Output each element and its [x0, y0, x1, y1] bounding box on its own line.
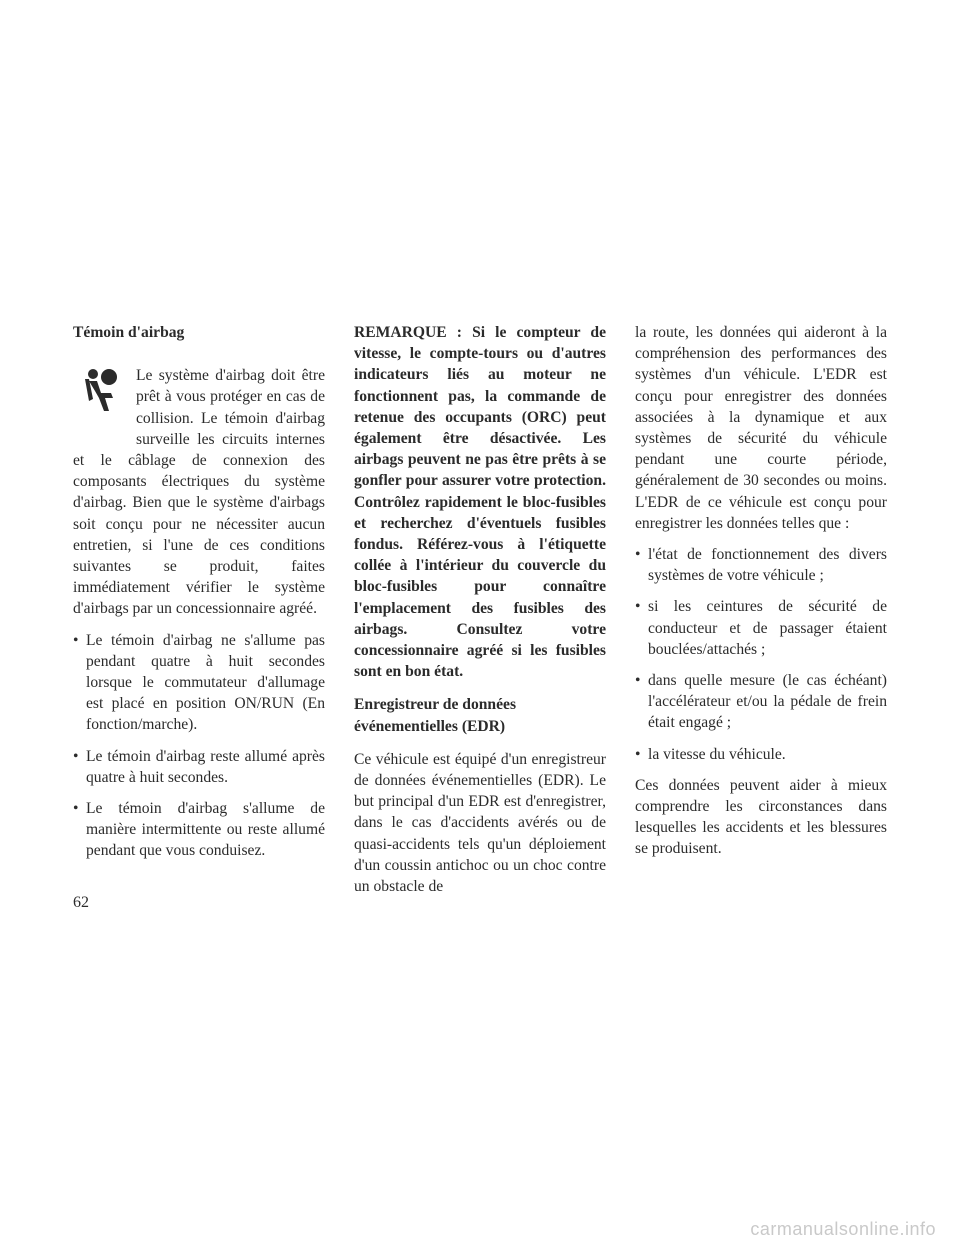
note-remarque: REMARQUE : Si le compteur de vitesse, le compte-tours ou d'autres indicateurs liés au moteur ne fonctionnent pas, la commande de retenue des occupants (ORC) peut également être désactivée. Les airbags peuvent ne pas être prêts à se gonfler pour assurer votre protection. Contrôlez rapidement le bloc-fusibles et recherchez d'éventuels fusibles fondus. Référez-vous à l'étiquette collée à l'intérieur du couvercle du bloc-fusibles pour connaître l'emplacement des fusibles des airbags. Consultez votre concessionnaire agréé si les fusibles sont en bon état.	[354, 324, 606, 681]
list-item	[635, 596, 887, 660]
airbag-intro-text: Le système d'airbag doit être prêt à vous protéger en cas de collision. Le témoin d'airbag surveille les circuits internes et le câblage de connexion des composants électriques du système d'airbag. Bien que le système d'airbags soit conçu pour ne nécessiter aucun entretien, si l'une de ces conditions suivantes se produit, faites immédiatement vérifier le système d'airbags par un concessionnaire agréé.	[73, 367, 325, 618]
section-heading-airbag-light: Témoin d'airbag	[73, 324, 185, 341]
page-number: 62	[73, 894, 89, 911]
list-item-text: l'état de fonctionnement des divers systèmes de votre véhicule ;	[648, 546, 887, 585]
bullet-icon: •	[635, 745, 641, 763]
bullet-icon: •	[635, 672, 641, 690]
edr-data-list	[635, 544, 887, 765]
list-item-text: Le témoin d'airbag s'allume de manière intermittente ou reste allumé pendant que vous conduisez.	[86, 800, 325, 860]
list-item	[73, 746, 325, 788]
airbag-conditions-list	[73, 630, 325, 862]
bullet-icon: •	[73, 631, 79, 649]
list-item-text: si les ceintures de sécurité de conducteur et de passager étaient bouclées/attachés ;	[648, 598, 887, 658]
list-item-text: dans quelle mesure (le cas échéant) l'accélérateur et/ou la pédale de frein était engagé ;	[648, 672, 887, 732]
watermark: carmanualsonline.info	[750, 1219, 936, 1239]
edr-paragraph: Ce véhicule est équipé d'un enregistreur de données événementielles (EDR). Le but principal d'un EDR est d'enregistrer, dans le cas d'accidents avérés ou de quasi-accidents tels qu'un déploiement d'un coussin antichoc ou un choc contre un obstacle de	[354, 750, 606, 896]
list-item-text: Le témoin d'airbag reste allumé après quatre à huit secondes.	[86, 747, 325, 786]
list-item	[635, 744, 887, 765]
column-3	[635, 322, 887, 860]
closing-paragraph: Ces données peuvent aider à mieux comprendre les circonstances dans lesquelles les accidents et les blessures se produisent.	[635, 776, 887, 858]
list-item-text: la vitesse du véhicule.	[648, 745, 786, 763]
bullet-icon: •	[635, 598, 641, 616]
list-item	[635, 544, 887, 586]
section-heading-edr: Enregistreur de données événementielles (EDR)	[354, 696, 517, 735]
edr-continuation-paragraph: la route, les données qui aideront à la compréhension des performances des systèmes d'un véhicule. L'EDR est conçu pour enregistrer des données associées à la dynamique et aux systèmes de sécurité du véhicule pendant une courte période, généralement de 30 secondes ou moins. L'EDR de ce véhicule est conçu pour enregistrer les données telles que :	[635, 324, 887, 532]
column-1	[73, 322, 325, 872]
list-item	[635, 670, 887, 734]
list-item	[73, 798, 325, 862]
airbag-warning-icon	[73, 365, 131, 437]
bullet-icon: •	[635, 546, 641, 564]
column-2	[354, 322, 606, 897]
bullet-icon: •	[73, 800, 79, 818]
bullet-icon: •	[73, 747, 79, 765]
list-item-text: Le témoin d'airbag ne s'allume pas pendant quatre à huit secondes lorsque le commutateur d'allumage est placé en position ON/RUN (En fonction/marche).	[86, 631, 325, 734]
airbag-intro-block	[73, 365, 325, 619]
list-item	[73, 630, 325, 736]
